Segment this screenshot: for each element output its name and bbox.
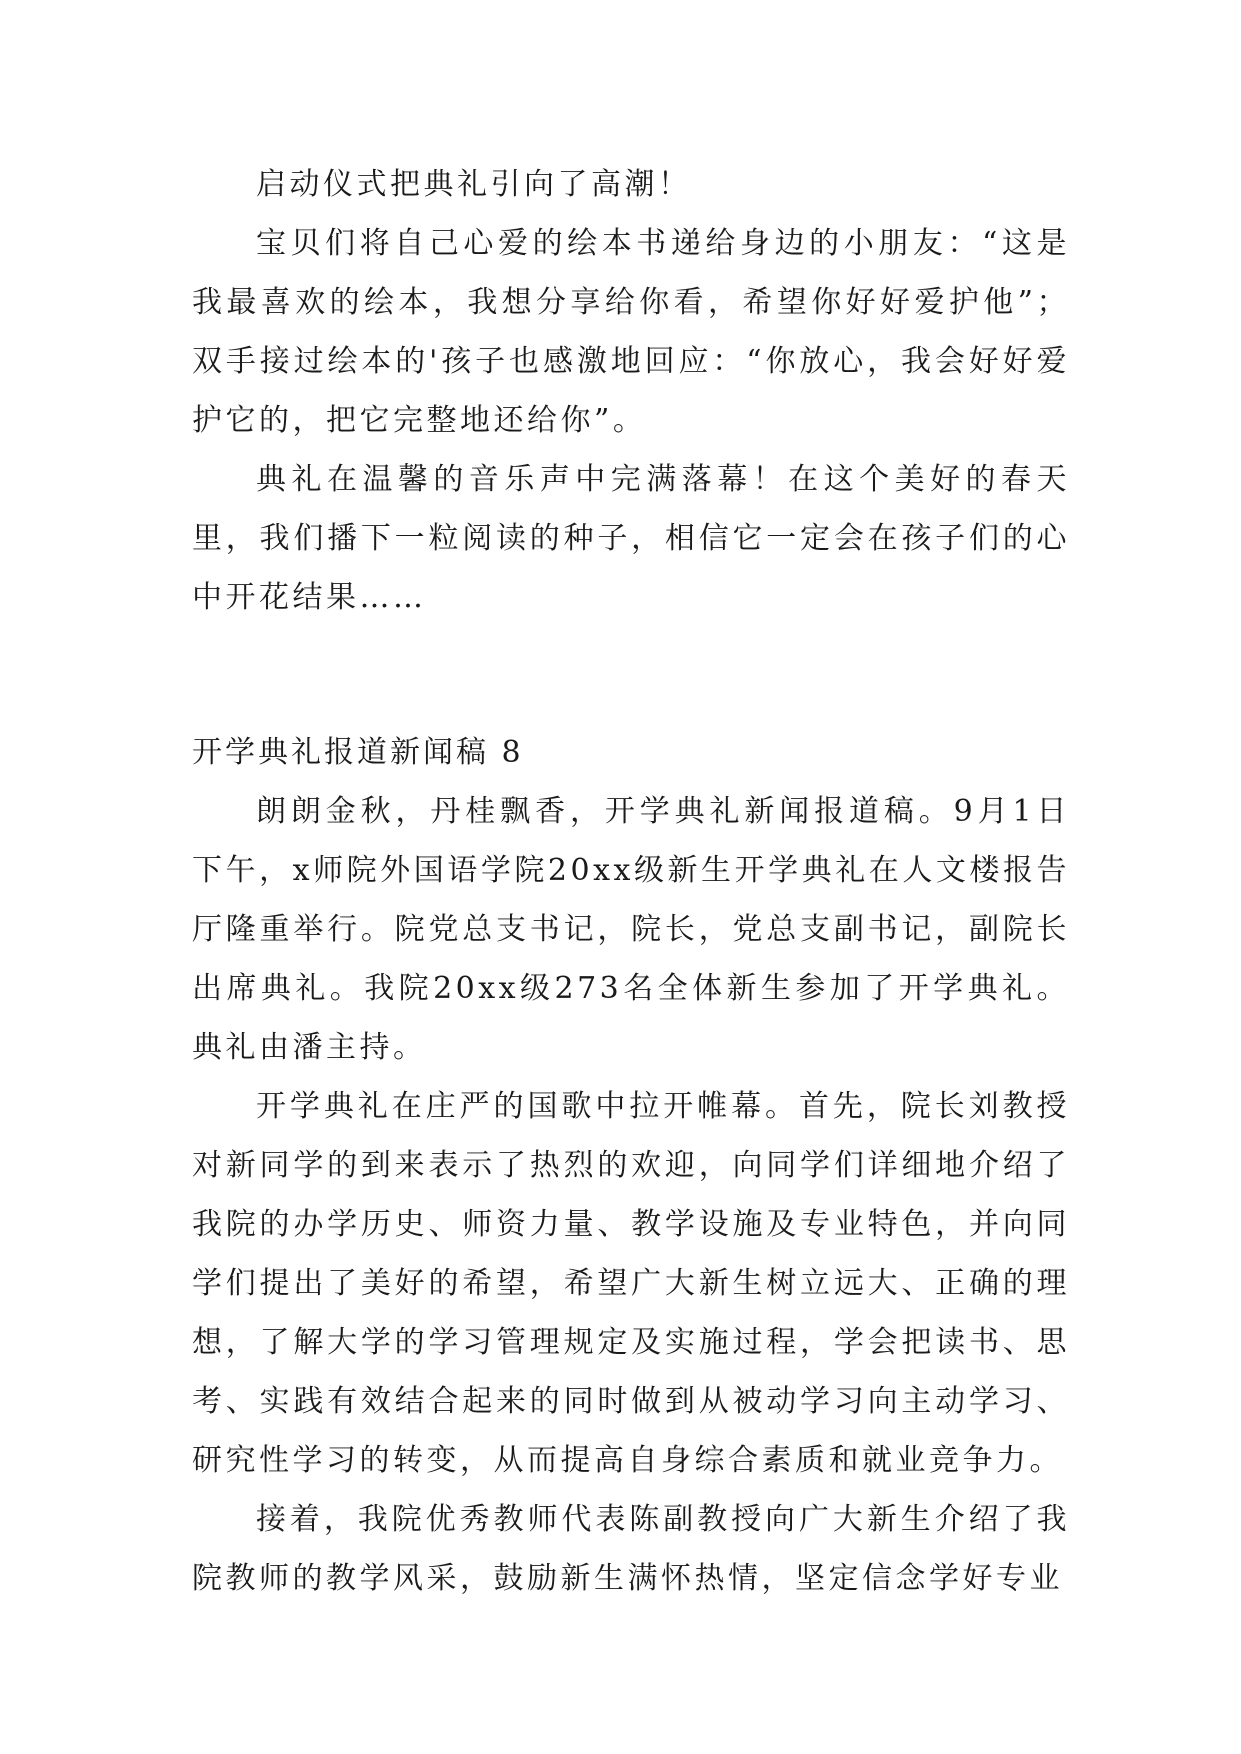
section-heading: 开学典礼报道新闻稿 8 — [192, 735, 524, 770]
paragraph: 典礼在温馨的音乐声中完满落幕！在这个美好的春天里，我们播下一粒阅读的种子，相信它一定会在孩子们的心中开花结果…… — [192, 462, 1070, 615]
paragraph: 启动仪式把典礼引向了高潮！ — [256, 167, 692, 202]
document-body — [192, 155, 1070, 1608]
paragraph: 开学典礼在庄严的国歌中拉开帷幕。首先，院长刘教授对新同学的到来表示了热烈的欢迎，向同学们详细地介绍了我院的办学历史、师资力量、教学设施及专业特色，并向同学们提出了美好的希望，希望广大新生树立远大、正确的理想，了解大学的学习管理规定及实施过程，学会把读书、思考、实践有效结合起来的同时做到从被动学习向主动学习、研究性学习的转变，从而提高自身综合素质和就业竞争力。 — [192, 1089, 1070, 1478]
paragraph: 朗朗金秋，丹桂飘香，开学典礼新闻报道稿。9月1日下午，x师院外国语学院20xx级新生开学典礼在人文楼报告厅隆重举行。院党总支书记，院长，党总支副书记，副院长出席典礼。我院20xx级273名全体新生参加了开学典礼。典礼由潘主持。 — [192, 794, 1070, 1065]
paragraph: 接着，我院优秀教师代表陈副教授向广大新生介绍了我院教师的教学风采，鼓励新生满怀热情，坚定信念学好专业 — [192, 1502, 1070, 1596]
section-spacer — [192, 627, 1070, 723]
paragraph: 宝贝们将自己心爱的绘本书递给身边的小朋友：“这是我最喜欢的绘本，我想分享给你看，希望你好好爱护他”；双手接过绘本的'孩子也感激地回应：“你放心，我会好好爱护它的，把它完整地还给你”。 — [192, 226, 1070, 438]
